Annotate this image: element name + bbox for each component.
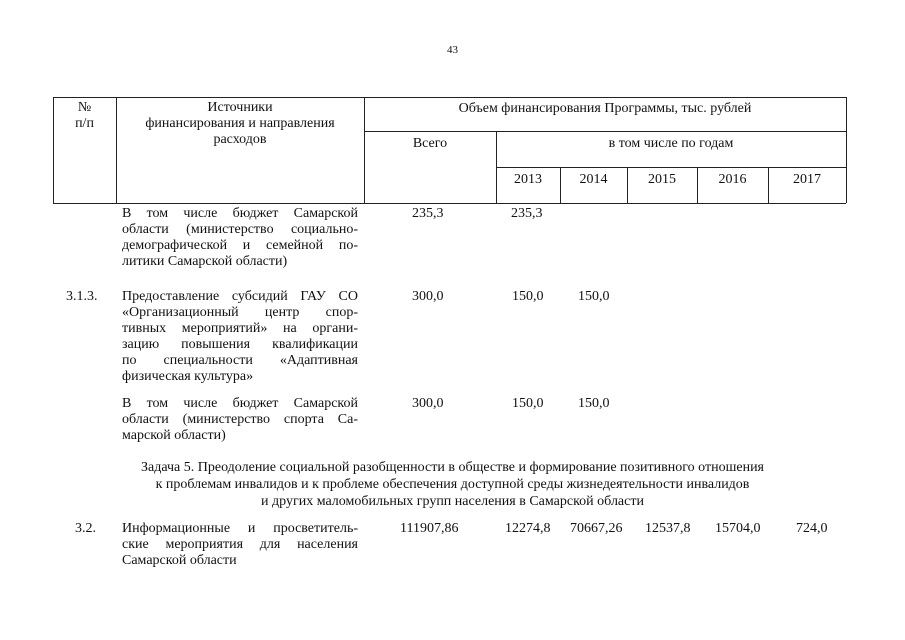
page-number: 43 — [447, 44, 458, 56]
row-2013: 150,0 — [512, 289, 544, 304]
row-total: 111907,86 — [400, 521, 459, 536]
row-total: 300,0 — [412, 396, 444, 411]
row-2015: 12537,8 — [645, 521, 691, 536]
header-year-2015: 2015 — [648, 172, 676, 187]
header-year-2013: 2013 — [514, 172, 542, 187]
row-description: В том числе бюджет Самарской области (министерство спорта Са- марской области) — [122, 396, 358, 443]
row-description: В том числе бюджет Самарской области (министерство социально- демографической и семейной по- литики Самарской области) — [122, 206, 358, 269]
header-sources: Источники финансирования и направления расходов — [145, 100, 335, 147]
header-num: № п/п — [75, 100, 94, 131]
row-2013: 235,3 — [511, 206, 543, 221]
row-total: 235,3 — [412, 206, 444, 221]
header-by-years: в том числе по годам — [608, 136, 734, 151]
row-2016: 15704,0 — [715, 521, 761, 536]
row-2017: 724,0 — [796, 521, 828, 536]
row-2014: 150,0 — [578, 396, 610, 411]
header-total: Всего — [412, 136, 448, 151]
row-2013: 150,0 — [512, 396, 544, 411]
header-year-2014: 2014 — [579, 172, 608, 187]
row-number: 3.2. — [75, 521, 96, 536]
header-year-2016: 2016 — [718, 172, 747, 187]
header-volume: Объем финансирования Программы, тыс. рублей — [458, 101, 752, 116]
row-total: 300,0 — [412, 289, 444, 304]
row-2014: 150,0 — [578, 289, 610, 304]
header-year-2017: 2017 — [793, 172, 821, 187]
row-number: 3.1.3. — [66, 289, 98, 304]
row-2013: 12274,8 — [505, 521, 551, 536]
row-description: Информационные и просветитель- ские мероприятия для населения Самарской области — [122, 521, 358, 568]
row-description: Предоставление субсидий ГАУ СО «Организационный центр спор- тивных мероприятий» на органи- зацию повышения квалификации по специальности «Адаптивная физическая культура» — [122, 289, 358, 384]
row-2014: 70667,26 — [570, 521, 623, 536]
